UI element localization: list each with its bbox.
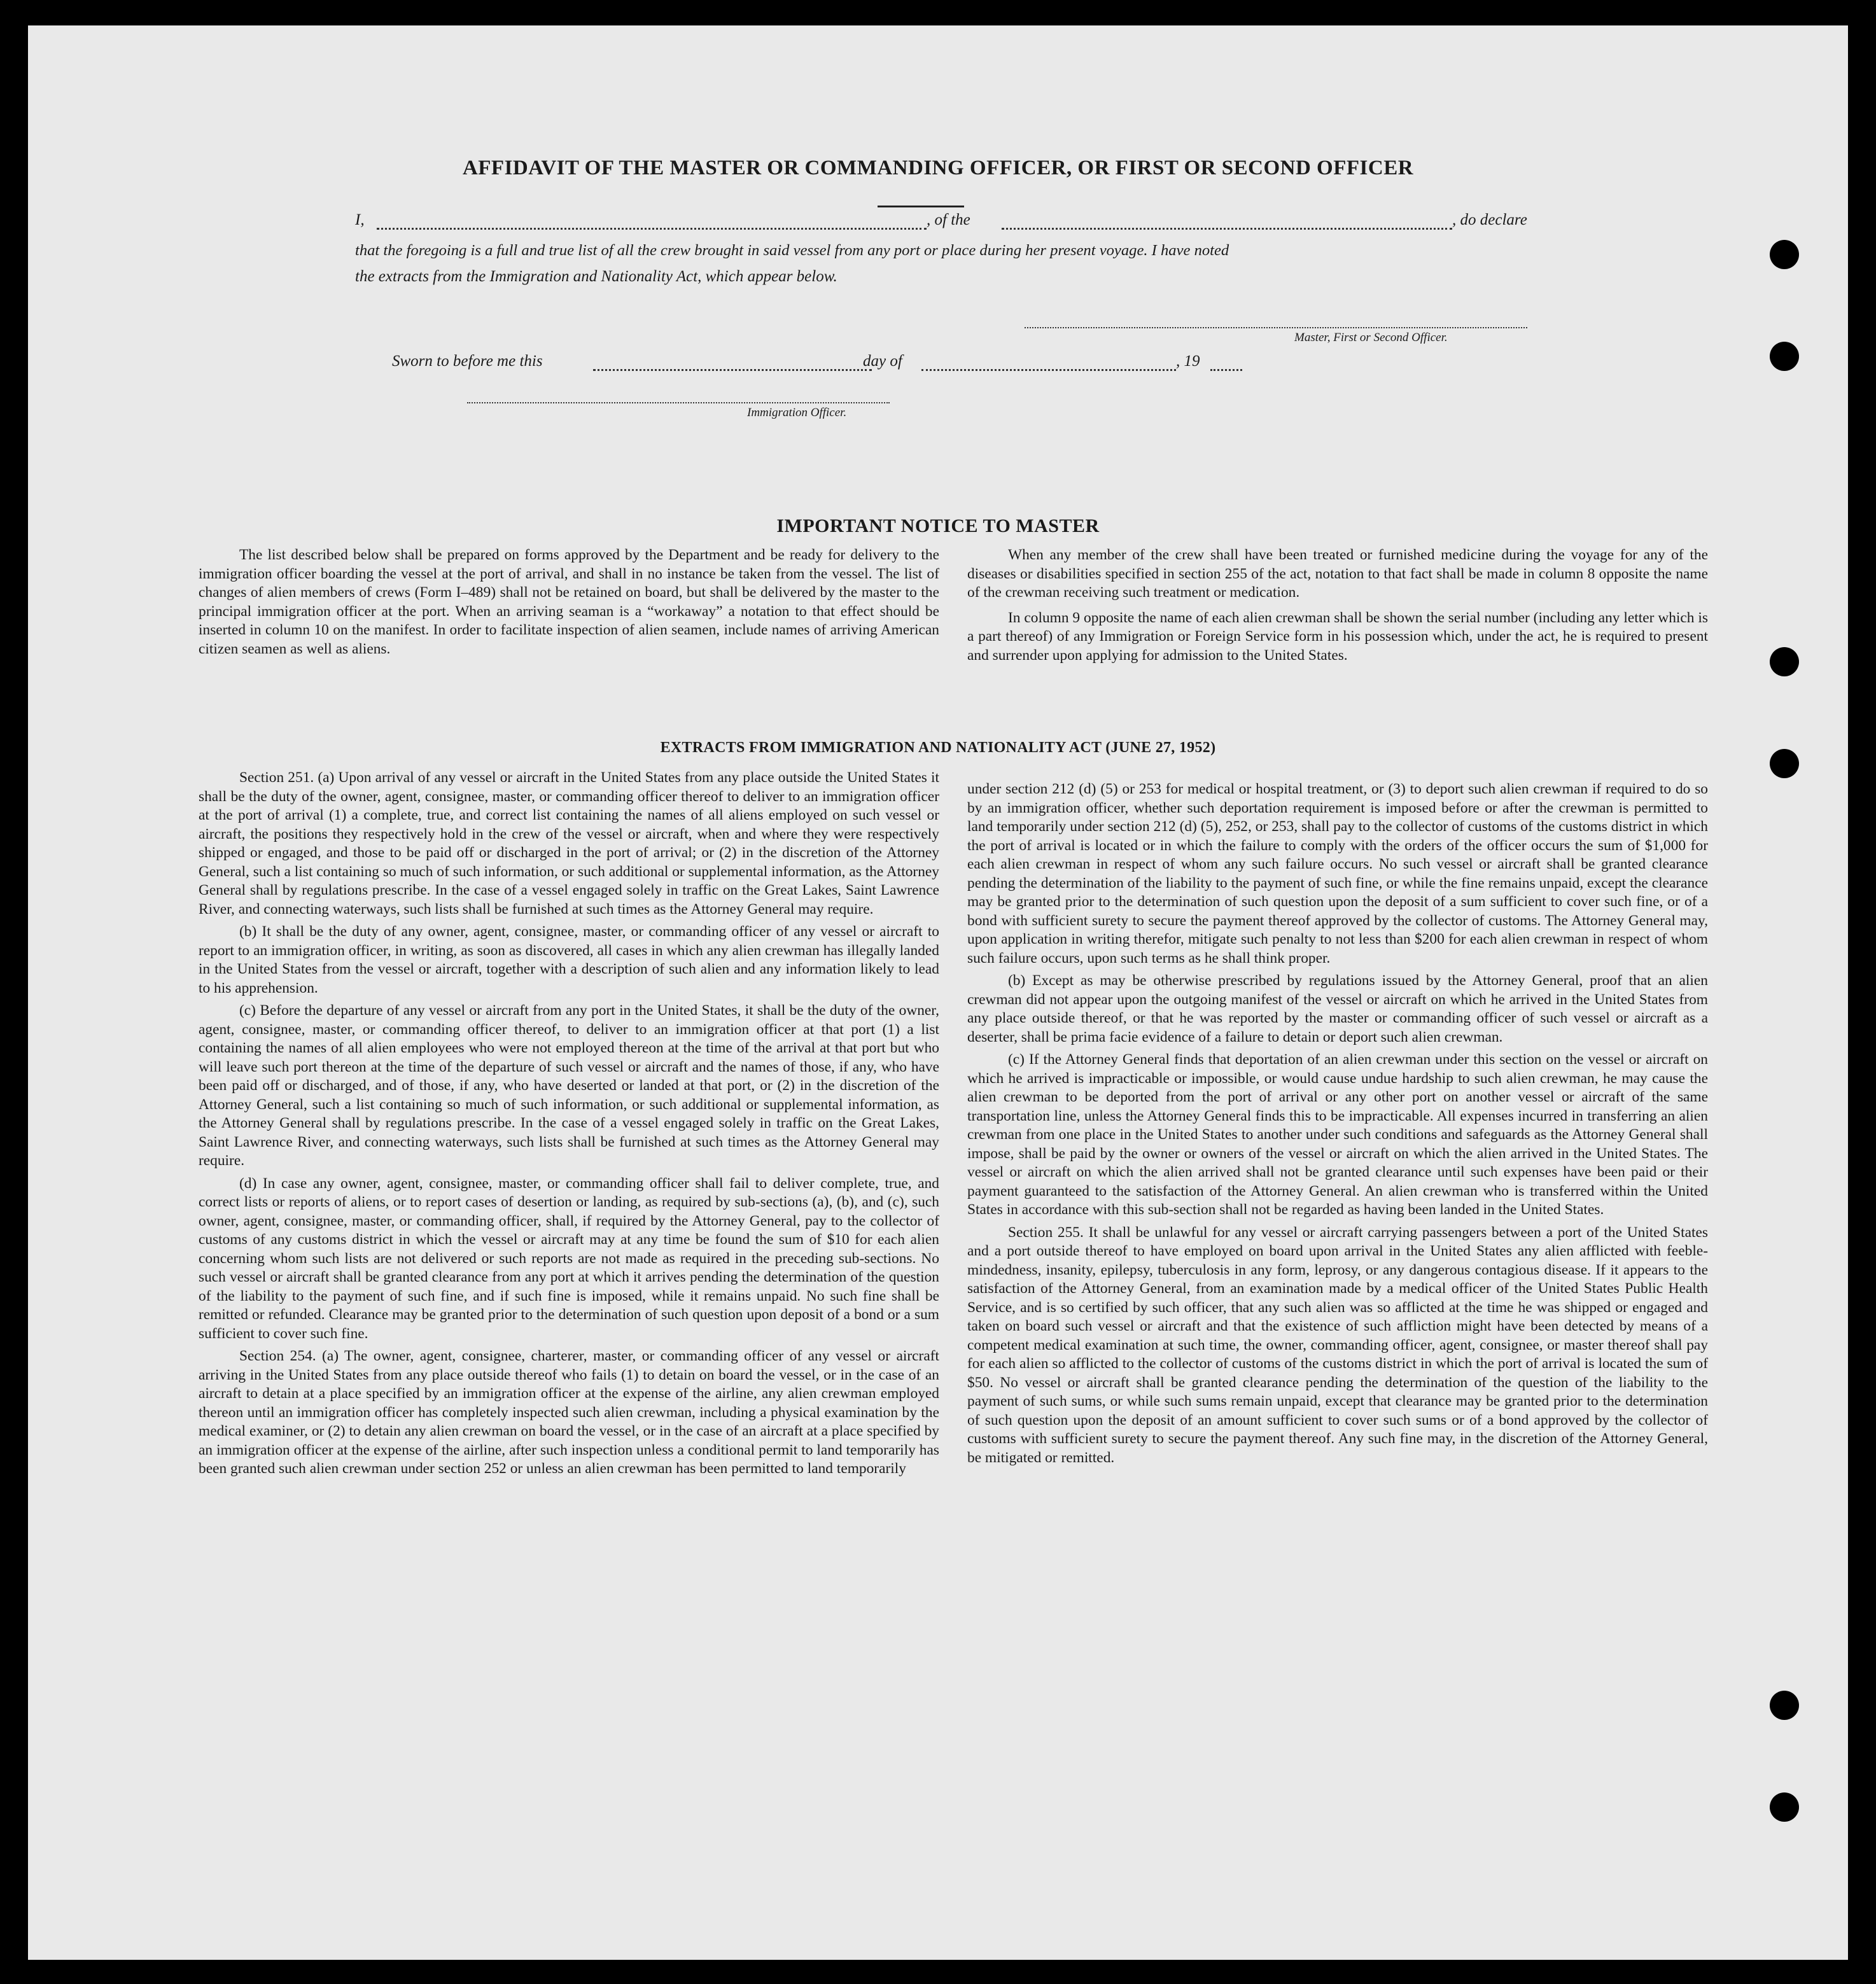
title-rule	[878, 206, 964, 207]
notice-right-column	[967, 546, 1708, 665]
statute-paragraph: (b) Except as may be otherwise prescribed by regulations issued by the Attorney General, proof that an alien crewman did not appear upon the outgoing manifest of the vessel or aircraft on which he arrived in the United States from any place outside thereof, or that he was reported by the master or commanding officer of such vessel or aircraft as a deserter, shall be prima facie evidence of a failure to detain or deport such alien crewman.	[967, 972, 1708, 1045]
vessel-name-field[interactable]	[1002, 228, 1452, 230]
declarant-name-field[interactable]	[377, 228, 927, 230]
sworn-month-field[interactable]	[921, 369, 1176, 371]
notice-title: IMPORTANT NOTICE TO MASTER	[776, 515, 1100, 536]
immigration-officer-caption: Immigration Officer.	[747, 406, 847, 419]
master-signature-line[interactable]	[1025, 327, 1527, 328]
affidavit-title: AFFIDAVIT OF THE MASTER OR COMMANDING OFFICER, OR FIRST OR SECOND OFFICER	[462, 157, 1414, 179]
notice-paragraph: In column 9 opposite the name of each alien crewman shall be shown the serial number (including any letter which is a part thereof) of any Immigration or Foreign Service form in his possession which, under the act, he is required to present and surrender upon applying for admission to the United States.	[967, 609, 1708, 664]
punch-hole	[1770, 342, 1799, 371]
declarant-pronoun: I,	[355, 211, 365, 228]
master-signature-caption: Master, First or Second Officer.	[1294, 331, 1448, 344]
statute-paragraph: Section 254. (a) The owner, agent, consignee, charterer, master, or commanding officer of any vessel or aircraft arriving in the United States from any place outside thereof who fails (1) to detain on board the vessel, or in the case of an aircraft to detain at a place specified by an immigration officer at the expense of the airline, any alien crewman employed thereon until an immigration officer has completely inspected such alien crewman, including a physical examination by the medical examiner, or (2) to detain any alien crewman on board the vessel, or in the case of an aircraft at a place specified by an immigration officer at the expense of the airline, after such inspection unless a conditional permit to land temporarily has been granted such alien crewman under section 252 or unless an alien crewman has been permitted to land temporarily	[199, 1348, 939, 1477]
sworn-day-field[interactable]	[593, 369, 872, 371]
punch-hole	[1770, 240, 1799, 269]
declaration-statement-line1: that the foregoing is a full and true list of all the crew brought in said vessel from any port or place during her present voyage. I have noted	[355, 242, 1229, 259]
punch-hole	[1770, 1691, 1799, 1720]
notice-paragraph: When any member of the crew shall have been treated or furnished medicine during the voyage for any of the diseases or disabilities specified in section 255 of the act, notation to that fact shall be made in column 8 opposite the name of the crewman receiving such treatment or medication.	[967, 547, 1708, 601]
sworn-label: Sworn to before me this	[392, 353, 543, 370]
statute-paragraph: (b) It shall be the duty of any owner, agent, consignee, master, or commanding officer of any vessel or aircraft to report to an immigration officer, in writing, as soon as discovered, all cases in which any alien crewman has illegally landed in the United States from the vessel or aircraft, together with a description of such alien and any information likely to lead to his apprehension.	[199, 923, 939, 996]
declaration-statement-line2: the extracts from the Immigration and Nationality Act, which appear below.	[355, 268, 837, 285]
do-declare-label: , do declare	[1452, 211, 1527, 228]
punch-hole	[1770, 1792, 1799, 1822]
punch-hole	[1770, 647, 1799, 676]
immigration-officer-signature-line[interactable]	[467, 402, 890, 403]
statute-paragraph: (c) If the Attorney General finds that deportation of an alien crewman under this section on the vessel or aircraft on which he arrived is impracticable or impossible, or would cause undue hardship to such alien crewman, he may cause the alien crewman to be deported from the port of arrival or any other port on another vessel or aircraft of the same transportation line, unless the Attorney General finds this to be impracticable. All expenses incurred in transferring an alien crewman from one place in the United States to another under such conditions and safeguards as the Attorney General shall impose, shall be paid by the owner or owners of the vessel or aircraft on which the alien arrived in the United States. The vessel or aircraft on which the alien arrived shall not be granted clearance until such expenses have been paid or their payment guaranteed to the satisfaction of the Attorney General. An alien crewman who is transferred within the United States in accordance with this sub-section shall not be regarded as having been landed in the United States.	[967, 1051, 1708, 1218]
sworn-year-field[interactable]	[1210, 369, 1242, 371]
statute-paragraph: (c) Before the departure of any vessel or aircraft from any port in the United States, it shall be the duty of the owner, agent, consignee, master, or commanding officer thereof, to deliver to an immigration officer at that port (1) a list containing the names of all alien employees who were not employed thereon at the time of the arrival at that port but who will leave such port thereon at the time of the departure of such vessel or aircraft and the names of those, if any, who have been paid off or discharged, and of those, if any, who have deserted or landed at that port, or (2) in the discretion of the Attorney General, such a list containing so much of such information, or such additional or supplemental information, as the Attorney General shall by regulations prescribe. In the case of a vessel engaged solely in traffic on the Great Lakes, Saint Lawrence River, and connecting waterways, such lists shall be furnished at such times as the Attorney General may require.	[199, 1002, 939, 1169]
notice-paragraph: The list described below shall be prepared on forms approved by the Department and be ready for delivery to the immigration officer boarding the vessel at the port of arrival, and shall in no instance be taken from the vessel. The list of changes of alien members of crews (Form I–489) shall not be retained on board, but shall be delivered by the master to the principal immigration officer at the port. When an arriving seaman is a “workaway” a notation to that effect should be inserted in column 10 on the manifest. In order to facilitate inspection of alien seamen, include names of arriving American citizen seamen as well as aliens.	[199, 547, 939, 657]
year-label: , 19	[1176, 353, 1200, 370]
of-the-label: , of the	[927, 211, 970, 228]
statute-paragraph: under section 212 (d) (5) or 253 for medical or hospital treatment, or (3) to deport such alien crewman if required to do so by an immigration officer, whether such deportation requirement is imposed before or after the crewman is permitted to land temporarily under section 212 (d) (5), 252, or 253, shall pay to the collector of customs of the customs district in which the port of arrival is located or in which the failure to comply with the orders of the officer occurs the sum of $1,000 for each alien crewman in respect of whom any such failure occurs. No such vessel or aircraft shall be granted clearance pending the determination of the liability to the payment of such fine, or while the fine remains unpaid, except the clearance may be granted prior to the determination of such question upon the deposit of a sum sufficient to cover such fine, or of a bond with sufficient surety to secure the payment thereof approved by the collector of customs. The Attorney General may, upon application in writing therefor, mitigate such penalty to not less than $200 for each alien crewman in respect of whom such failure occurs, upon such terms as he shall think proper.	[967, 781, 1708, 967]
statute-paragraph: Section 251. (a) Upon arrival of any vessel or aircraft in the United States from any place outside the United States it shall be the duty of the owner, agent, consignee, master, or commanding officer thereof to deliver to an immigration officer at the port of arrival (1) a complete, true, and correct list containing the names of all aliens employed on such vessel or aircraft, the positions they respectively hold in the crew of the vessel or aircraft, when and where they were respectively shipped or engaged, and those to be paid off or discharged in the port of arrival; or (2) in the discretion of the Attorney General, such a list containing so much of such information, or such additional or supplemental information, as the Attorney General shall by regulations prescribe. In the case of a vessel engaged solely in traffic on the Great Lakes, Saint Lawrence River, and connecting waterways, such lists shall be furnished at such times as the Attorney General may require.	[199, 769, 939, 918]
extracts-right-column	[967, 780, 1708, 1467]
statute-paragraph: (d) In case any owner, agent, consignee, master, or commanding officer shall fail to deliver complete, true, and correct lists or reports of aliens, or to report cases of desertion or landing, as required by sub-sections (a), (b), and (c), such owner, agent, consignee, master, or commanding officer, shall, if required by the Attorney General, pay to the collector of customs of any customs district in which the vessel or aircraft may at any time be found the sum of $10 for each alien concerning whom such lists are not delivered or such reports are not made as required in the preceding sub-sections. No such vessel or aircraft shall be granted clearance from any port at which it arrives pending the determination of the question of the liability to the payment of such fine, and if such fine is imposed, while it remains unpaid. No such fine shall be remitted or refunded. Clearance may be granted prior to the determination of such question upon deposit of a bond or a sum sufficient to cover such fine.	[199, 1175, 939, 1342]
notice-left-column	[199, 546, 939, 659]
extracts-title: EXTRACTS FROM IMMIGRATION AND NATIONALITY ACT (JUNE 27, 1952)	[660, 739, 1216, 756]
statute-paragraph: Section 255. It shall be unlawful for any vessel or aircraft carrying passengers between a port of the United States and a port outside thereof to have employed on board upon arrival in the United States any alien afflicted with feeble-mindedness, insanity, epilepsy, tuberculosis in any form, leprosy, or any dangerous contagious disease. If it appears to the satisfaction of the Attorney General, from an examination made by a medical officer of the United States Public Health Service, and is so certified by such officer, that any such alien was so afflicted at the time he was shipped or engaged and taken on board such vessel or aircraft and that the existence of such affliction might have been detected by means of a competent medical examination at such time, the owner, commanding officer, agent, consignee, or master thereof shall pay for each alien so afflicted to the collector of customs of the customs district in which the port of arrival is located the sum of $50. No vessel or aircraft shall be granted clearance pending the determination of the question of the liability to the payment of such sums, or while such sums remain unpaid, except that clearance may be granted prior to the determination of such question upon the deposit of an amount sufficient to cover such sums or of a bond approved by the collector of customs with sufficient surety to secure the payment thereof. Any such fine may, in the discretion of the Attorney General, be mitigated or remitted.	[967, 1224, 1708, 1466]
extracts-left-column	[199, 769, 939, 1479]
day-of-label: day of	[863, 353, 902, 370]
document-page	[28, 25, 1848, 1960]
